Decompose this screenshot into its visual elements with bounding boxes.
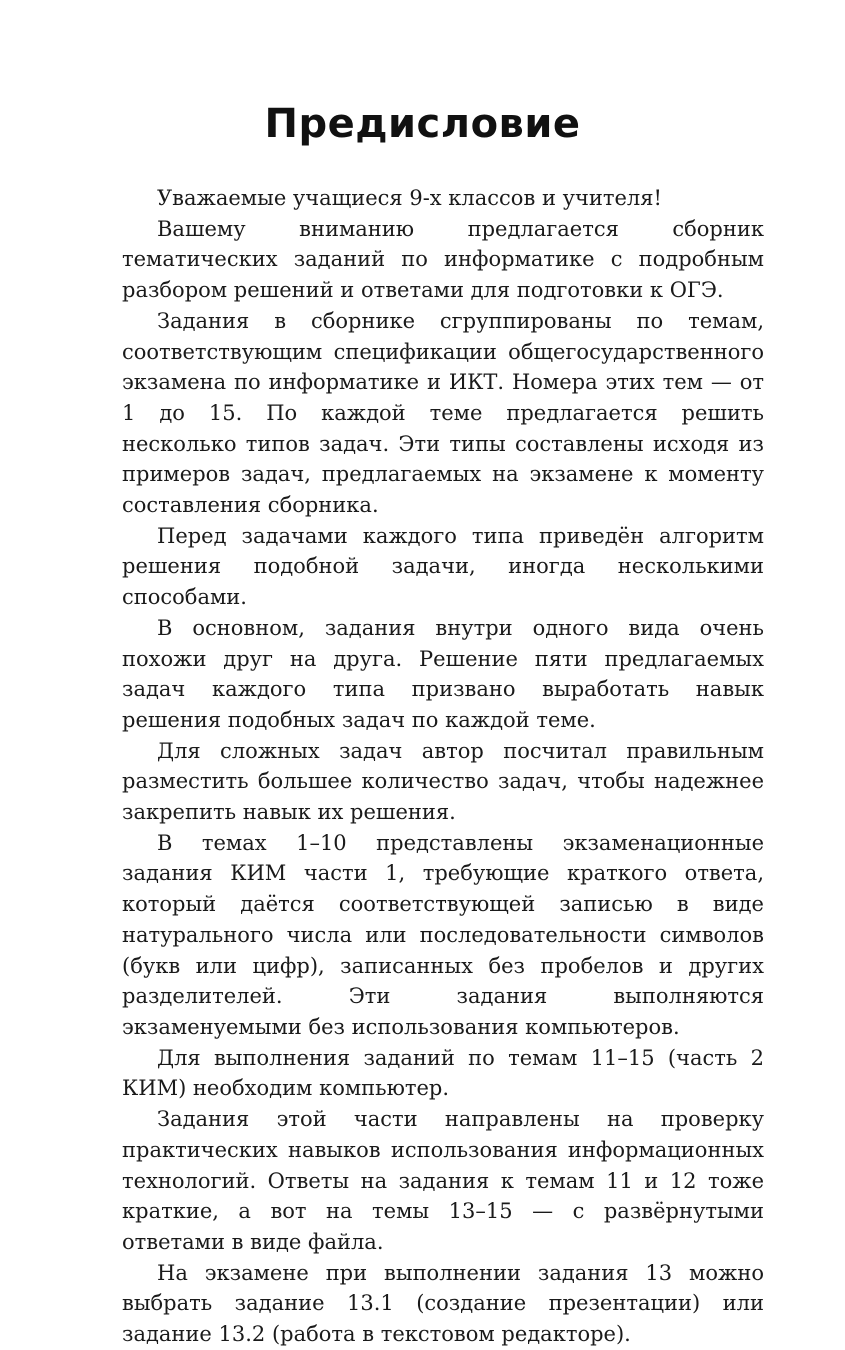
paragraph-similarity: В основном, задания внутри одного вида очень похожи друг на друга. Решение пяти предлагаемых задач каждого типа призвано выработать навык решения подобных задач по каждой теме. [122,615,764,732]
paragraph-difficult-tasks: Для сложных задач автор посчитал правильным разместить большее количество задач, чтобы надежнее закрепить навык их решения. [122,738,764,825]
paragraph-structure: Задания в сборнике сгруппированы по темам, соответствующим спецификации общегосударственного экзамена по информатике и ИКТ. Номера этих тем — от 1 до 15. По каждой теме предлагается решить несколько типов задач. Эти типы составлены исходя из примеров задач, предлагаемых на экзамене к моменту составления сборника. [122,308,764,518]
preface-body [122,183,764,1350]
paragraph-part-two: Для выполнения заданий по темам 11–15 (часть 2 КИМ) необходим компьютер. [122,1045,764,1101]
paragraph-part-one: В темах 1–10 представлены экзаменационные задания КИМ части 1, требующие краткого ответа, который даётся соответствующей записью в виде натурального числа или последовательности символов (букв или цифр), записанных без пробелов и других разделителей. Эти задания выполняются экзаменуемыми без использования компьютеров. [122,830,764,1039]
paragraph-practical: Задания этой части направлены на проверку практических навыков использования информационных технологий. Ответы на задания к темам 11 и 12 тоже краткие, а вот на темы 13–15 — с развёрнутыми ответами в виде файла. [122,1107,764,1254]
paragraph-intro: Вашему вниманию предлагается сборник тематических заданий по информатике с подробным разбором решений и ответами для подготовки к ОГЭ. [122,216,764,303]
paragraph-algorithm: Перед задачами каждого типа приведён алгоритм решения подобной задачи, иногда несколькими способами. [122,523,764,610]
paragraph-greeting: Уважаемые учащиеся 9-х классов и учителя! [157,186,662,210]
page-title: Предисловие [264,101,581,147]
paragraph-task-13: На экзамене при выполнении задания 13 можно выбрать задание 13.1 (создание презентации) или задание 13.2 (работа в текстовом редакторе). [122,1260,764,1347]
